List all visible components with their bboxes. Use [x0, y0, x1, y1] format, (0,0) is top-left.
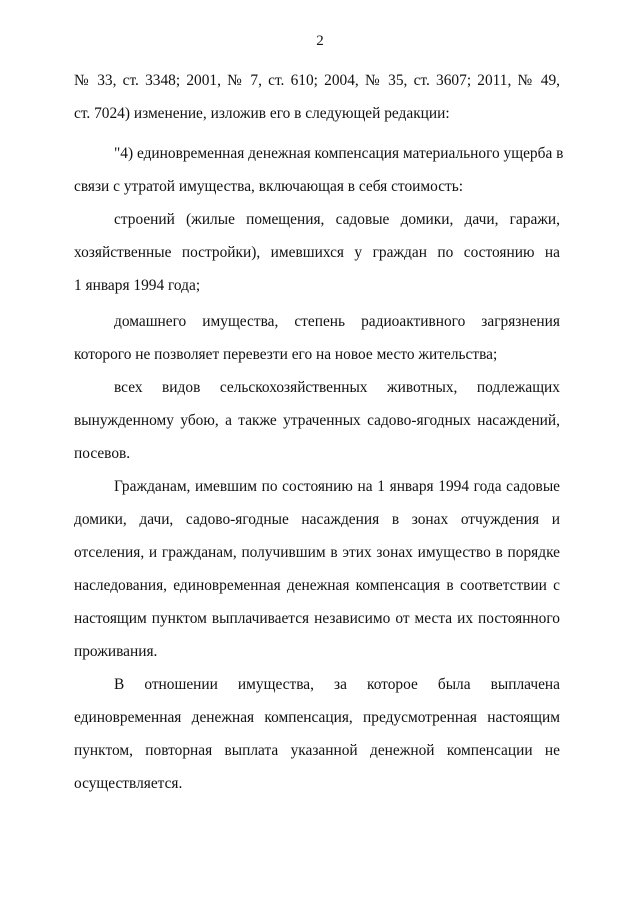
text-line: единовременная денежная компенсация, предусмотренная настоящим	[74, 709, 560, 726]
paragraph-4	[74, 305, 560, 371]
text-line: Гражданам, имевшим по состоянию на 1 января 1994 года садовые	[114, 478, 560, 495]
text-line: которого не позволяет перевезти его на новое место жительства;	[74, 346, 498, 363]
text-line: № 33, ст. 3348; 2001, № 7, ст. 610; 2004, № 35, ст. 3607; 2011, № 49,	[74, 72, 560, 89]
page-number: 2	[316, 33, 324, 49]
text-line: осуществляется.	[74, 775, 183, 792]
text-line: проживания.	[74, 643, 158, 660]
text-line: ст. 7024) изменение, изложив его в следующей редакции:	[74, 105, 450, 122]
text-line: вынужденному убою, а также утраченных садово-ягодных насаждений,	[74, 412, 560, 429]
text-line: настоящим пунктом выплачивается независимо от места их постоянного	[74, 610, 560, 627]
text-line: хозяйственные постройки), имевшихся у граждан по состоянию на	[74, 244, 560, 261]
text-line: отселения, и гражданам, получившим в этих зонах имущество в порядке	[74, 544, 560, 561]
text-line: пунктом, повторная выплата указанной денежной компенсации не	[74, 742, 560, 759]
text-line: домашнего имущества, степень радиоактивного загрязнения	[114, 313, 560, 330]
paragraph-6	[74, 470, 560, 668]
text-line: В отношении имущества, за которое была выплачена	[114, 676, 560, 693]
paragraph-7	[74, 668, 560, 800]
text-line: 1 января 1994 года;	[74, 277, 201, 294]
text-line: строений (жилые помещения, садовые домики, дачи, гаражи,	[114, 211, 560, 228]
text-line: всех видов сельскохозяйственных животных, подлежащих	[114, 379, 560, 396]
text-line: "4) единовременная денежная компенсация материального ущерба в	[114, 145, 564, 162]
text-line: домики, дачи, садово-ягодные насаждения в зонах отчуждения и	[74, 511, 560, 528]
text-line: связи с утратой имущества, включающая в себя стоимость:	[74, 178, 464, 195]
text-line: наследования, единовременная денежная компенсация в соответствии с	[74, 577, 560, 594]
paragraph-2	[74, 137, 564, 203]
paragraph-5	[74, 371, 560, 470]
paragraph-3	[74, 203, 560, 302]
text-line: посевов.	[74, 445, 131, 462]
paragraph-1	[74, 64, 560, 130]
